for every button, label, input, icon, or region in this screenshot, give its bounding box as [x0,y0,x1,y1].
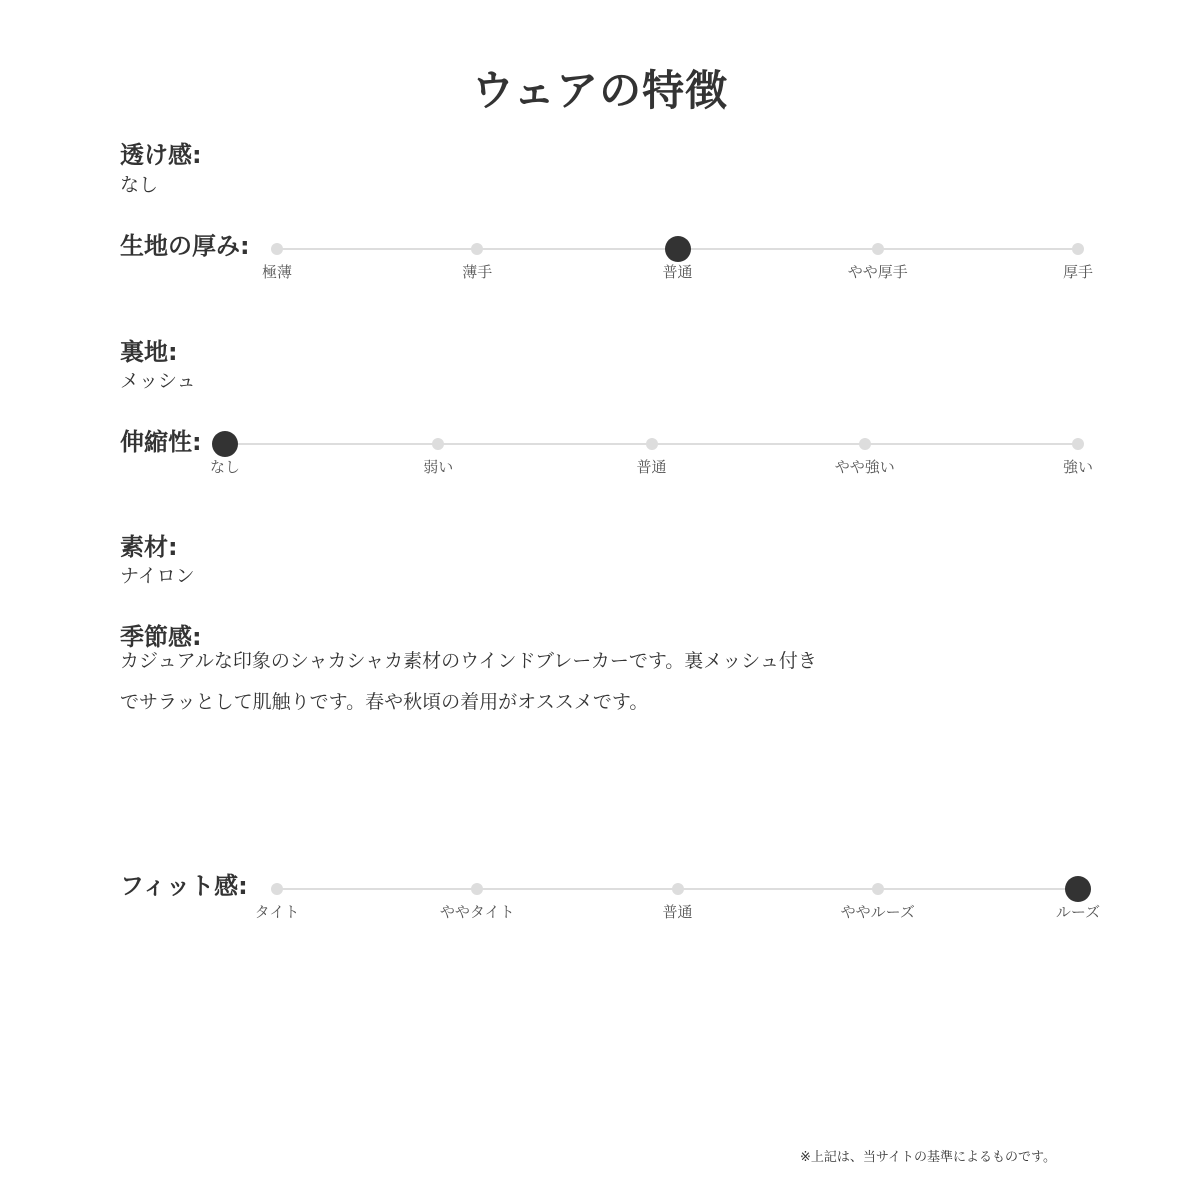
material-value: ナイロン [120,565,195,587]
thickness-scale [0,248,1200,288]
stretch-scale [0,443,1200,483]
fit-scale-label-2: 普通 [662,903,693,921]
season-line-1: カジュアルな印象のシャカシャカ素材のウインドブレーカーです。裏メッシュ付き [120,650,817,672]
thickness-scale-label-0: 極薄 [261,263,292,281]
fit-scale-dot-4-selected [1065,876,1091,902]
stretch-scale-label-0: なし [209,458,240,476]
fit-scale-label-0: タイト [254,903,300,921]
stretch-scale-dot-0-selected [212,431,238,457]
material-label: 素材: [120,533,178,561]
thickness-scale-dot-0 [271,243,283,255]
season-line-2: でサラッとして肌触りです。春や秋頃の着用がオススメです。 [120,691,649,713]
stretch-scale-label-2: 普通 [636,458,667,476]
fit-scale-dot-3 [872,883,884,895]
stretch-scale-dot-3 [859,438,871,450]
fit-scale-dot-1 [471,883,483,895]
fit-scale-label-1: ややタイト [439,903,515,921]
fit-scale-label-4: ルーズ [1055,903,1101,921]
fit-scale [0,888,1200,928]
thickness-scale-dot-4 [1072,243,1084,255]
stretch-scale-dot-2 [646,438,658,450]
thickness-scale-label-1: 薄手 [462,263,493,281]
thickness-label: 生地の厚み: [120,232,250,260]
stretch-scale-dot-1 [432,438,444,450]
thickness-scale-dot-3 [872,243,884,255]
thickness-scale-dot-1 [471,243,483,255]
fit-scale-dot-0 [271,883,283,895]
thickness-scale-label-3: やや厚手 [847,263,908,281]
thickness-scale-label-4: 厚手 [1062,263,1093,281]
thickness-scale-dot-2-selected [665,236,691,262]
stretch-scale-label-3: やや強い [834,458,895,476]
transparency-label: 透け感: [120,141,202,169]
season-description [120,641,900,723]
page-title: ウェアの特徴 [471,66,729,115]
fit-scale-dot-2 [672,883,684,895]
thickness-scale-label-2: 普通 [662,263,693,281]
stretch-scale-label-4: 強い [1062,458,1093,476]
lining-label: 裏地: [120,338,178,366]
season-label: 季節感: [120,623,202,651]
fit-label: フィット感: [120,872,248,900]
fit-scale-label-3: ややルーズ [840,903,915,921]
stretch-scale-dot-4 [1072,438,1084,450]
lining-value: メッシュ [120,370,196,392]
transparency-value: なし [120,174,159,196]
stretch-scale-label-1: 弱い [423,458,454,476]
stretch-label: 伸縮性: [120,428,202,456]
footnote: ※上記は、当サイトの基準によるものです。 [800,1150,1056,1165]
